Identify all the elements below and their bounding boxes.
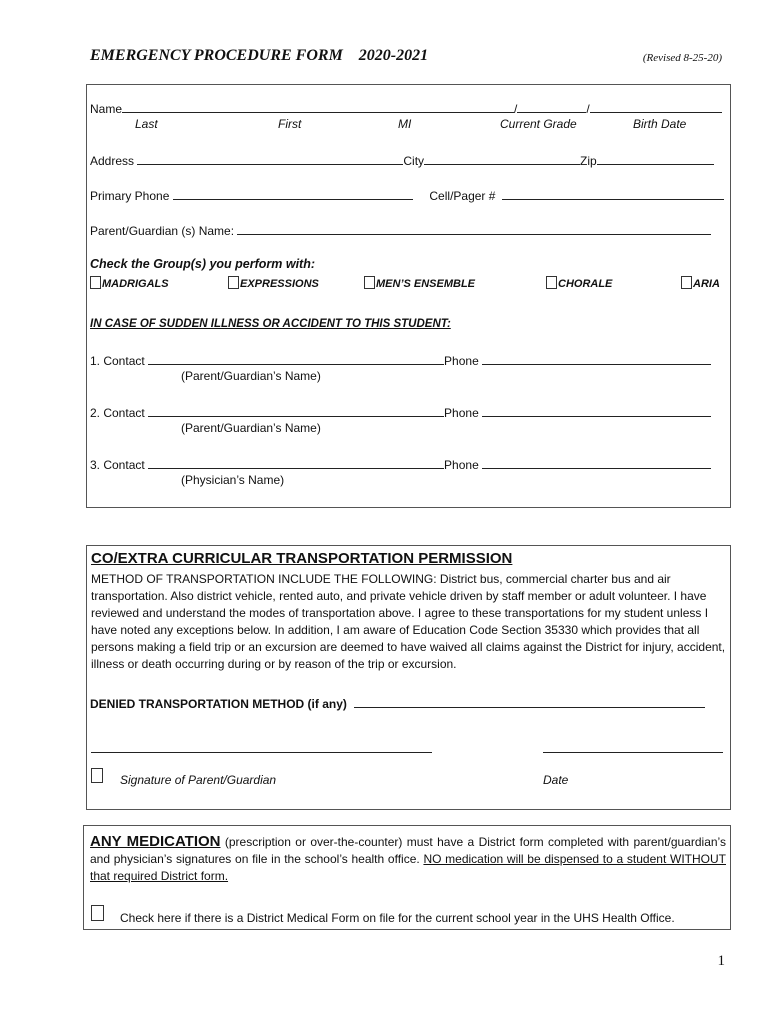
guardian-row <box>90 222 711 238</box>
signature-checkbox[interactable] <box>91 768 104 784</box>
medication-body: (prescription or over-the-counter) must have a District form completed with parent/guardian’s and physician’s signatures on file in the school’s health office. <box>90 835 726 866</box>
contact-1-phone-field[interactable] <box>482 352 711 365</box>
zip-field[interactable] <box>597 152 714 165</box>
date-label: Date <box>543 773 569 787</box>
contact-row-2 <box>90 404 711 420</box>
date-line[interactable] <box>543 752 723 753</box>
guardian-field[interactable] <box>237 222 711 235</box>
primary-phone-label: Primary Phone <box>90 189 170 203</box>
student-info-section <box>86 84 731 508</box>
slash-1: / <box>514 102 518 116</box>
checkbox-icon[interactable] <box>364 276 375 289</box>
name-sub-mi: MI <box>398 117 412 131</box>
cell-field[interactable] <box>502 187 724 200</box>
denied-field[interactable] <box>354 695 705 708</box>
contact-2-phone-field[interactable] <box>482 404 711 417</box>
group-chorale[interactable]: CHORALE <box>546 276 612 290</box>
contact-label: 3. Contact <box>90 458 145 472</box>
medication-text <box>90 833 726 885</box>
contact-2-sub: (Parent/Guardian’s Name) <box>181 421 321 435</box>
revised-date: (Revised 8-25-20) <box>642 52 722 64</box>
contact-2-field[interactable] <box>148 404 444 417</box>
checkbox-icon[interactable] <box>90 276 101 289</box>
phone-label: Phone <box>444 406 479 420</box>
zip-label: Zip <box>580 154 597 168</box>
name-sub-last: Last <box>135 117 158 131</box>
contact-row-3 <box>90 456 711 472</box>
address-label: Address <box>90 154 135 168</box>
city-field[interactable] <box>424 152 580 165</box>
phone-label: Phone <box>444 458 479 472</box>
cell-label: Cell/Pager # <box>429 189 496 203</box>
contact-row-1 <box>90 352 711 368</box>
birth-date-field[interactable] <box>590 100 722 113</box>
address-row <box>90 152 714 168</box>
checkbox-icon[interactable] <box>546 276 557 289</box>
name-field[interactable] <box>122 100 514 113</box>
page-number: 1 <box>717 953 725 969</box>
checkbox-icon[interactable] <box>91 905 104 921</box>
medical-form-checkbox[interactable] <box>91 905 105 922</box>
name-label: Name <box>90 102 123 116</box>
guardian-label: Parent/Guardian (s) Name: <box>90 224 235 238</box>
page-title: EMERGENCY PROCEDURE FORM 2020-2021 <box>90 47 429 64</box>
contact-3-phone-field[interactable] <box>482 456 711 469</box>
slash-2: / <box>586 102 590 116</box>
name-row <box>90 100 722 116</box>
grade-field[interactable] <box>517 100 586 113</box>
primary-phone-field[interactable] <box>173 187 413 200</box>
contact-1-field[interactable] <box>148 352 444 365</box>
checkbox-icon[interactable] <box>681 276 692 289</box>
contact-3-field[interactable] <box>148 456 444 469</box>
contact-label: 1. Contact <box>90 354 145 368</box>
checkbox-icon[interactable] <box>91 768 103 783</box>
medical-form-check-label: Check here if there is a District Medical Form on file for the current school year in the UHS Health Office. <box>120 911 675 925</box>
name-sub-first: First <box>278 117 302 131</box>
denied-label: DENIED TRANSPORTATION METHOD (if any) <box>90 697 347 711</box>
transport-body: METHOD OF TRANSPORTATION INCLUDE THE FOLLOWING: District bus, commercial charter bus and air transportation. Also district vehicle, rented auto, and private vehicle driven by staff member or adult volunteer. I have reviewed and understand the modes of transportation above. I agree to these transportations for my student unless I have noted any exceptions below. In addition, I am aware of Education Code Section 35330 which provides that all persons making a field trip or an excursion are deemed to have waived all claims against the District for injury, accident, illness or death occurring during or by reason of the trip or excursion. <box>91 572 726 671</box>
contact-1-sub: (Parent/Guardian’s Name) <box>181 369 321 383</box>
contact-label: 2. Contact <box>90 406 145 420</box>
city-label: City <box>403 154 425 168</box>
address-field[interactable] <box>137 152 403 165</box>
checkbox-icon[interactable] <box>228 276 239 289</box>
group-madrigals[interactable]: MADRIGALS <box>90 276 169 290</box>
group-mens-ensemble[interactable]: MEN’S ENSEMBLE <box>364 276 475 290</box>
medication-underlined: NO medication will be dispensed to a student WITHOUT that required District form. <box>90 852 726 883</box>
transport-heading: CO/EXTRA CURRICULAR TRANSPORTATION PERMISSION <box>91 550 513 567</box>
contact-3-sub: (Physician’s Name) <box>181 473 285 487</box>
group-expressions[interactable]: EXPRESSIONS <box>228 276 319 290</box>
denied-row <box>90 695 705 711</box>
groups-heading: Check the Group(s) you perform with: <box>90 257 316 271</box>
emergency-heading: IN CASE OF SUDDEN ILLNESS OR ACCIDENT TO THIS STUDENT: <box>90 318 451 330</box>
phone-row <box>90 187 724 203</box>
signature-line[interactable] <box>91 752 432 753</box>
phone-label: Phone <box>444 354 479 368</box>
signature-label: Signature of Parent/Guardian <box>120 773 277 787</box>
group-aria[interactable]: ARIA <box>681 276 720 290</box>
name-sub-grade: Current Grade <box>500 117 577 131</box>
medication-lead: ANY MEDICATION <box>90 833 221 850</box>
name-sub-birth: Birth Date <box>633 117 687 131</box>
